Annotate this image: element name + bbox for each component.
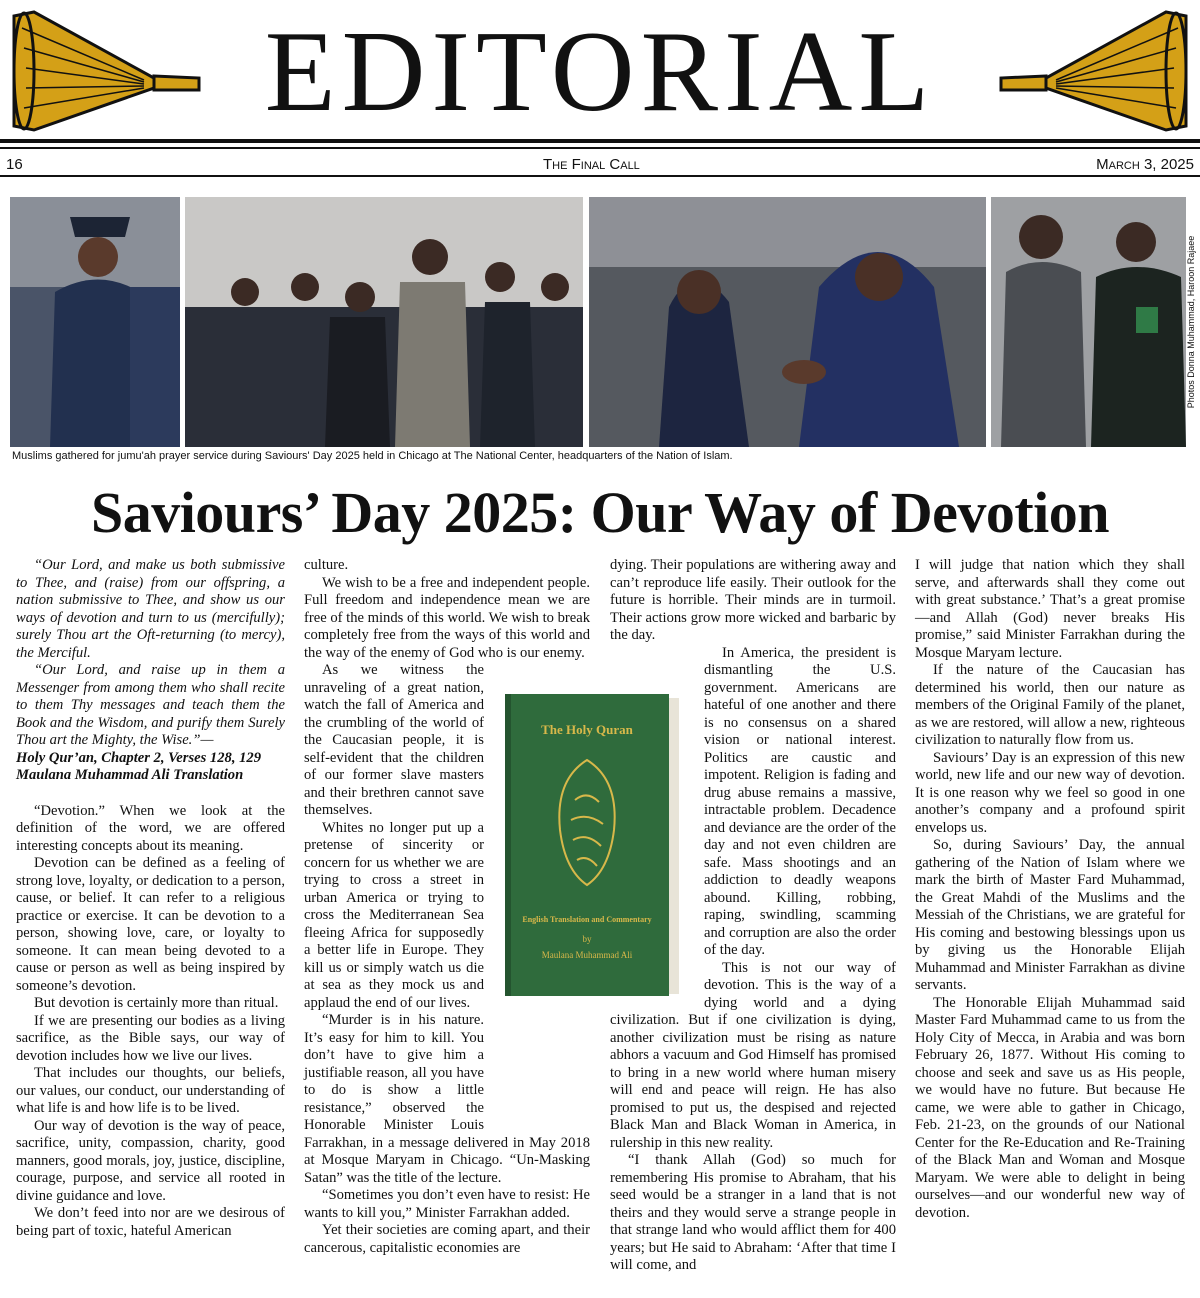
masthead-title: EDITORIAL bbox=[264, 8, 936, 136]
article-paragraph: Our way of devotion is the way of peace, sacrifice, unity, compassion, charity, good manners, good morals, joy, justice, discipline, courage, purpose, and service all rooted in divine guidance and love. bbox=[16, 1117, 285, 1204]
book-title: The Holy Quran bbox=[541, 722, 633, 737]
article-paragraph: That includes our thoughts, our beliefs, our values, our conduct, our understanding of what life is and how life is to be lived. bbox=[16, 1065, 285, 1116]
publication-name: The Final Call bbox=[543, 156, 640, 173]
article-paragraph: culture. bbox=[304, 557, 349, 573]
article-paragraph: I will judge that nation which they shall serve, and afterwards shall they come out with great substance.’ That’s a great promise—and Allah (God) never breaks His promise,” said Minister Farrakhan during the Mosque Maryam lecture. bbox=[915, 557, 1185, 661]
folio-rule bbox=[0, 175, 1200, 177]
right-trumpet-icon bbox=[996, 8, 1196, 138]
book-subtitle-line: English Translation and Commentary bbox=[522, 915, 652, 924]
article-paragraph: “Sometimes you don’t even have to resist: He wants to kill you,” Minister Farrakhan added. bbox=[304, 1187, 590, 1221]
scripture-quote: “Our Lord, and make us both submissive to Thee, and (raise) from our offspring, a nation submissive to Thee, and show us our ways of devotion and turn to us (mercifully); surely Thou art the Oft-returning (to mercy), the Merciful. bbox=[16, 557, 285, 661]
masthead-rule-thin bbox=[0, 147, 1200, 149]
article-paragraph: dying. Their populations are withering away and can’t reproduce life easily. Their outlook for the future is horrible. Their minds are in turmoil. Their actions grow more wicked and barbaric by the day. bbox=[610, 557, 896, 643]
article-column-4 bbox=[915, 557, 1185, 1222]
article-paragraph: “I thank Allah (God) so much for remembering His promise to Abraham, that his seed would be a stranger in a land that is not theirs and they would serve a strange people in that strange land who would afflict them for 400 years; but He said to Abraham: ‘After that time I will come, and bbox=[610, 1152, 896, 1273]
photo-young-woman-in-uniform bbox=[10, 197, 180, 447]
article-paragraph: This is not our way of devotion. This is the way of a dying world and a dying civilization. But if one civilization is dying, another civilization must be rising as nature abhors a vacuum and God Himself has promised to bring in a new world where human misery will end and peace will reign. He has also promised to put us, the despised and rejected Black Man and Black Woman in America, in rulership in this new reality. bbox=[610, 959, 896, 1151]
article-paragraph: We wish to be a free and independent people. Full freedom and independence mean we are free of the minds of this world. We wish to break completely free from the ways of this world and the way of the enemy of God who is our enemy. bbox=[304, 574, 590, 661]
article-paragraph: In America, the president is dismantling the U.S. government. Americans are hateful of one another and there is no consensus on a shared vision or national interest. Politics are caustic and impotent. Religion is fading and drug abuse remains a massive, intractable problem. Decadence and deviance are the order of the day and not even children are safe. Mass shootings and an addiction to deadly weapons abound. Killing, robbing, raping, swindling, scamming and corruption are also the order of the day. bbox=[704, 644, 896, 958]
article-paragraph: But devotion is certainly more than ritual. bbox=[34, 995, 279, 1011]
article-paragraph: If we are presenting our bodies as a living sacrifice, as the Bible says, our way of devotion includes how we live our lives. bbox=[16, 1012, 285, 1064]
article-paragraph: So, during Saviours’ Day, the annual gathering of the Nation of Islam where we mark the birth of Master Fard Muhammad, the Great Mahdi of the Muslims and the Messiah of the Christians, we are grateful for His coming and bestowing blessings upon us by giving us the Honorable Elijah Muhammad and Minister Farrakhan as divine servants. bbox=[915, 837, 1185, 993]
paragraph-gap bbox=[16, 785, 285, 803]
article-paragraph: As we witness the unraveling of a great nation, watch the fall of America and the crumbling of the world of the Caucasian people, it is self-evident that the children of our former slave masters and their brethren cannot save themselves. bbox=[304, 662, 484, 818]
photo-men-in-prayer bbox=[991, 197, 1186, 447]
photo-strip bbox=[10, 197, 1186, 447]
photo-women-in-prayer bbox=[589, 197, 986, 447]
page-number: 16 bbox=[6, 156, 23, 173]
photo-congregation-praying bbox=[185, 197, 583, 447]
book-cover-holy-quran bbox=[505, 690, 685, 1000]
masthead-rule-thick bbox=[0, 139, 1200, 143]
scripture-citation: Holy Qur’an, Chapter 2, Verses 128, 129 Maulana Muhammad Ali Translation bbox=[16, 749, 262, 783]
article-paragraph: Yet their societies are coming apart, and their cancerous, capitalistic economies are bbox=[304, 1222, 590, 1256]
book-by: by bbox=[582, 934, 592, 944]
issue-date: March 3, 2025 bbox=[1096, 156, 1194, 173]
photo-caption: Muslims gathered for jumu'ah prayer service during Saviours' Day 2025 held in Chicago at The National Center, headquarters of the Nation of Islam. bbox=[12, 450, 733, 462]
book-author: Maulana Muhammad Ali bbox=[541, 950, 633, 960]
article-column-1 bbox=[16, 557, 285, 1240]
article-paragraph: If the nature of the Caucasian has determined his world, then our nature as members of the Original Family of the planet, as we are restored, will allow a new, righteous civilization to naturally flow from us. bbox=[915, 662, 1185, 748]
article-paragraph: “Murder is in his nature. It’s easy for him to kill. You don’t have to give him a justifiable reason, all you have to do is show a little resistance,” observed the Honorable Minister Louis Farrakhan, in a message delivered in May 2018 at Mosque Maryam in Chicago. “Un-Masking Satan” was the title of the lecture. bbox=[304, 1012, 590, 1186]
article-paragraph: “Devotion.” When we look at the definition of the word, we are offered interesting concepts about its meaning. bbox=[16, 802, 285, 854]
masthead bbox=[0, 0, 1200, 150]
article-headline: Saviours’ Day 2025: Our Way of Devotion bbox=[90, 480, 1110, 545]
scripture-quote: “Our Lord, and raise up in them a Messenger from among them who shall recite to them Thy messages and teach them the Book and the Wisdom, and purify them Surely Thou art the Mighty, the Wise.”— bbox=[16, 662, 285, 748]
article-paragraph: The Honorable Elijah Muhammad said Master Fard Muhammad came to us from the Holy City of Mecca, in Arabia and was born February 26, 1877. Without His coming to choose and seek and save us as His people, we would have no future. But because He came, we were able to gather in Chicago, Feb. 21-23, on the grounds of our National Center for the Re-Education and Re-Training of the Black Man and Woman and Mosque Maryam. We were able to delight in being ourselves—and our wonderful new way of devotion. bbox=[915, 994, 1185, 1221]
article-paragraph: Devotion can be defined as a feeling of strong love, loyalty, or dedication to a person, cause, or belief. It can refer to a religious practice or exercise. It can be devotion to a person, showing love, care, or loyalty to someone. It can mean being devoted to a cause or person as well as being inspired by someone’s devotion. bbox=[16, 855, 285, 994]
article-paragraph: We don’t feed into nor are we desirous of being part of toxic, hateful American bbox=[16, 1205, 285, 1239]
photo-credit: Photos Donna Muhammad, Haroon Rajaee bbox=[1186, 235, 1196, 409]
article-paragraph: Whites no longer put up a pretense of sincerity or concern for us whether we are trying to cross a street in urban America or trying to cross the Mediterranean Sea fleeing Africa for supposedly a better life in Europe. They kill us or simply watch us die at sea as they mock us and applaud the end of our lives. bbox=[304, 819, 484, 1011]
article-paragraph: Saviours’ Day is an expression of this new world, new life and our new way of devotion. It is one reason why we feel so good in one another’s company and a profound spirit envelops us. bbox=[915, 749, 1185, 836]
